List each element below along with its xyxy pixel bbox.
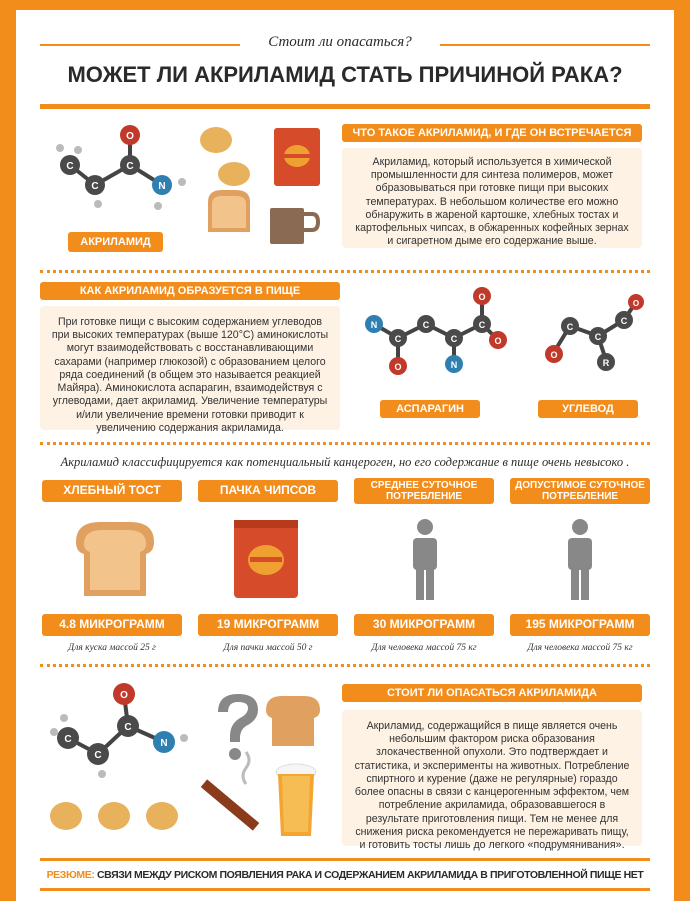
asparagine-label: АСПАРАГИН [380, 400, 480, 418]
potato-icon-5 [146, 802, 178, 830]
header-rule-right [440, 44, 650, 46]
carbon-atom-3 [120, 155, 140, 175]
item-title-max-intake: ДОПУСТИМОЕ СУТОЧНОЕ ПОТРЕБЛЕНИЕ [510, 478, 650, 504]
svg-text:C: C [66, 161, 74, 172]
toast-icon [208, 190, 250, 232]
person-icon-max [560, 518, 600, 602]
svg-text:C: C [620, 316, 628, 326]
section4-heading: СТОИТ ЛИ ОПАСАТЬСЯ АКРИЛАМИДА [342, 684, 642, 702]
svg-text:O: O [494, 336, 502, 346]
svg-text:C: C [394, 334, 402, 344]
potato-icon-2 [218, 162, 250, 186]
section4-text: Акриламид, содержащийся в пище является очень небольшим фактором риска образования злокачественной опухоли. Это подтверждает и статистика, и эксперименты на животных. Потребление спиртного и курение (даже не регулярные) гораздо более опасны в связи с канцерогенным эффектом, чем потребление акриламида, образовавшегося в результате приготовления пищи. Тем не менее для снижения риска рекомендуется не пережаривать пищу, и готовить тосты лишь до легкого «подрумянивания». [342, 710, 642, 846]
svg-text:O: O [550, 350, 558, 360]
page-title: МОЖЕТ ЛИ АКРИЛАМИД СТАТЬ ПРИЧИНОЙ РАКА? [67, 62, 623, 87]
svg-text:C: C [91, 181, 99, 192]
beer-glass-icon [272, 762, 322, 840]
section1-heading: ЧТО ТАКОЕ АКРИЛАМИД, И ГДЕ ОН ВСТРЕЧАЕТСЯ [342, 124, 642, 142]
item-amount-toast: 4.8 МИКРОГРАММ [42, 614, 182, 636]
svg-text:C: C [94, 750, 102, 761]
svg-text:N: N [370, 320, 378, 330]
potato-icons-row [48, 792, 198, 842]
acrylamide-molecule-1 [50, 120, 200, 220]
item-amount-chips: 19 МИКРОГРАММ [198, 614, 338, 636]
svg-text:C: C [450, 334, 458, 344]
summary-text: СВЯЗИ МЕЖДУ РИСКОМ ПОЯВЛЕНИЯ РАКА И СОДЕРЖАНИЕМ АКРИЛАМИДА В ПРИГОТОВЛЕННОЙ ПИЩЕ НЕТ [96, 869, 644, 881]
title-underline [40, 104, 650, 109]
item-note-toast: Для куска массой 25 г [68, 643, 156, 653]
svg-text:C: C [126, 161, 134, 172]
svg-text:R: R [602, 358, 610, 368]
carbohydrate-label: УГЛЕВОД [538, 400, 638, 418]
svg-text:C: C [478, 320, 486, 330]
svg-text:C: C [422, 320, 430, 330]
section1-text: Акриламид, который используется в химической промышленности для синтеза полимеров, может образовываться при готовке пищи при высоких температурах. В небольшом количестве его можно обнаружить в жареной картошке, хлебных тостах и картофельных чипсах, в обжаренных кофейных зернах и сигаретном дыме его содержание выше. [342, 148, 642, 248]
summary-label: РЕЗЮМЕ: [46, 869, 95, 881]
acrylamide-molecule-2 [48, 680, 198, 780]
svg-text:C: C [594, 332, 602, 342]
top-bar [0, 0, 690, 10]
summary-line [40, 869, 650, 881]
question-mark-icon [218, 694, 258, 760]
potato-icon [200, 127, 232, 153]
svg-text:C: C [64, 734, 72, 745]
divider-dotted-1 [40, 270, 650, 273]
section2-heading: КАК АКРИЛАМИД ОБРАЗУЕТСЯ В ПИЩЕ [40, 282, 340, 300]
asparagine-molecule [360, 284, 520, 384]
carbohydrate-molecule [540, 290, 650, 380]
coffee-cup-icon [270, 208, 318, 244]
item-note-chips: Для пачки массой 50 г [223, 643, 313, 653]
cigarette-icon [201, 752, 260, 831]
footer-rule-top [40, 858, 650, 861]
item-title-avg-intake: СРЕДНЕЕ СУТОЧНОЕ ПОТРЕБЛЕНИЕ [354, 478, 494, 504]
chips-bag-icon [274, 128, 320, 186]
item-note-max-intake: Для человека массой 75 кг [527, 643, 633, 653]
divider-dotted-3 [40, 664, 650, 667]
item-title-toast: ХЛЕБНЫЙ ТОСТ [42, 480, 182, 502]
svg-text:N: N [450, 360, 458, 370]
header-subtitle: Стоит ли опасаться? [268, 34, 412, 50]
potato-icon-4 [98, 802, 130, 830]
nitrogen-atom [152, 175, 172, 195]
divider-dotted-2 [40, 442, 650, 445]
section2-text: При готовке пищи с высоким содержанием углеводов при высоких температурах (выше 120°C) аминокислоты могут взаимодействовать с восстанавливающими сахарами (например глюкозой) с образованием целого ряда соединений (в общем это называется реакцией Майяра). Аминокислота аспарагин, взаимодействуя с углеводами, дает акриламид. Увеличение температуры и/или увеличение времени готовки приводит к увеличению содержания акриламида. [40, 306, 340, 430]
svg-text:N: N [158, 181, 166, 192]
item-amount-max-intake: 195 МИКРОГРАММ [510, 614, 650, 636]
svg-text:C: C [124, 722, 132, 733]
svg-text:O: O [478, 292, 486, 302]
potato-icon-3 [50, 802, 82, 830]
svg-text:C: C [566, 322, 574, 332]
item-amount-avg-intake: 30 МИКРОГРАММ [354, 614, 494, 636]
person-icon-avg [405, 518, 445, 602]
carbon-atom-2 [85, 175, 105, 195]
carbon-atom-1 [60, 155, 80, 175]
oxygen-atom [120, 125, 140, 145]
section3-intro: Акриламид классифицируется как потенциальный канцероген, но его содержание в пище очень невысоко . [60, 455, 630, 469]
food-icons-group [198, 122, 328, 252]
acrylamide-label: АКРИЛАМИД [68, 232, 163, 252]
svg-text:O: O [120, 690, 128, 701]
toast-icon-small [266, 696, 320, 746]
svg-text:N: N [160, 738, 168, 749]
svg-text:O: O [394, 362, 402, 372]
svg-text:O: O [126, 131, 134, 142]
item-note-avg-intake: Для человека массой 75 кг [371, 643, 477, 653]
toast-icon-large [70, 518, 160, 598]
item-title-chips: ПАЧКА ЧИПСОВ [198, 480, 338, 502]
chips-bag-icon-large [230, 516, 302, 602]
footer-rule-bottom [40, 888, 650, 891]
header-rule-left [40, 44, 240, 46]
svg-text:O: O [632, 299, 640, 308]
